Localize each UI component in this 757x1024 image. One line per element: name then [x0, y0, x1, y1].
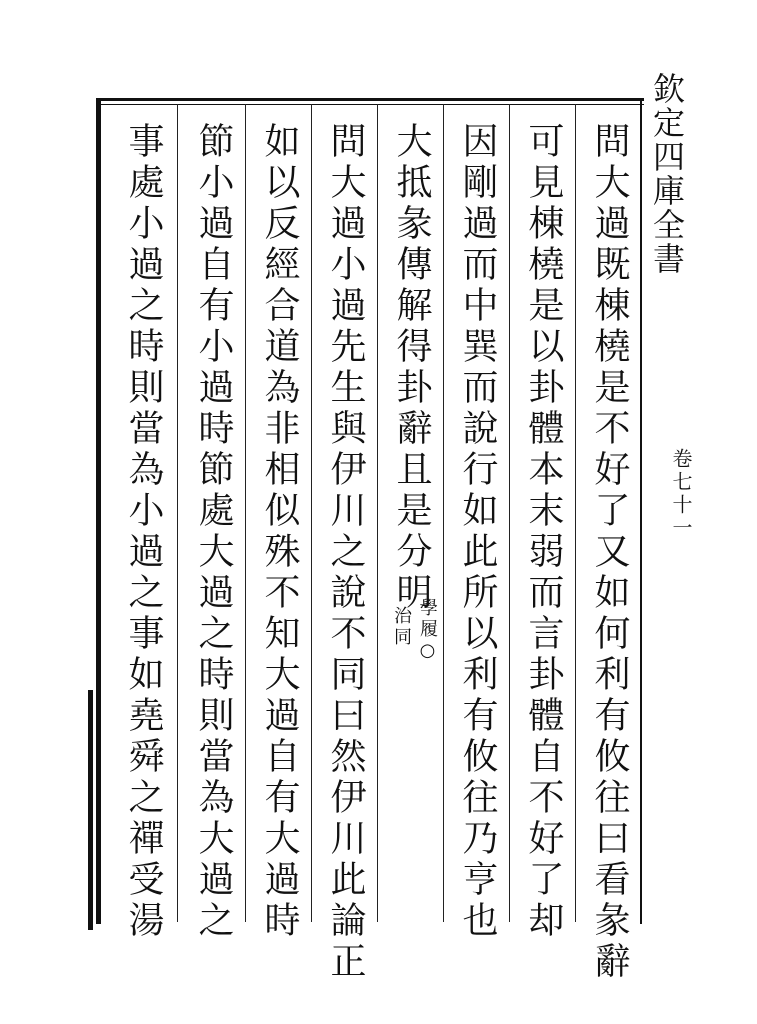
text-column-7: 節小過自有小過時節處大過之時則當為大過之 [193, 122, 234, 942]
annotation-note-1: 學履○ [417, 598, 438, 664]
text-column-6: 如以反經合道為非相似殊不知大過自有大過時 [259, 122, 300, 942]
text-column-2: 可見棟橈是以卦體本末弱而言卦體自不好了却 [523, 122, 564, 942]
top-border [96, 98, 644, 101]
top-border-inner [96, 104, 644, 105]
text-column-4: 大抵彖傳解得卦辭且是分明 [391, 122, 432, 614]
right-border [640, 98, 642, 924]
margin-mark [88, 690, 93, 930]
text-column-8: 事處小過之時則當為小過之事如堯舜之禪受湯 [123, 122, 164, 942]
column-divider [443, 104, 444, 922]
column-divider [575, 104, 576, 922]
text-column-1: 問大過既棟橈是不好了又如何利有攸往曰看彖辭 [589, 122, 630, 983]
column-divider [177, 104, 178, 922]
column-divider [509, 104, 510, 922]
text-column-5: 問大過小過先生與伊川之說不同曰然伊川此論正 [325, 122, 366, 983]
column-divider [245, 104, 246, 922]
annotation-note-2: 治同 [391, 606, 412, 648]
column-divider [377, 104, 378, 922]
column-divider [311, 104, 312, 922]
book-title: 欽定四庫全書 [648, 72, 686, 276]
volume-label: 卷七十一 [669, 448, 693, 540]
left-border [96, 98, 101, 924]
text-column-3: 因剛過而中巽而說行如此所以利有攸往乃亨也 [457, 122, 498, 942]
